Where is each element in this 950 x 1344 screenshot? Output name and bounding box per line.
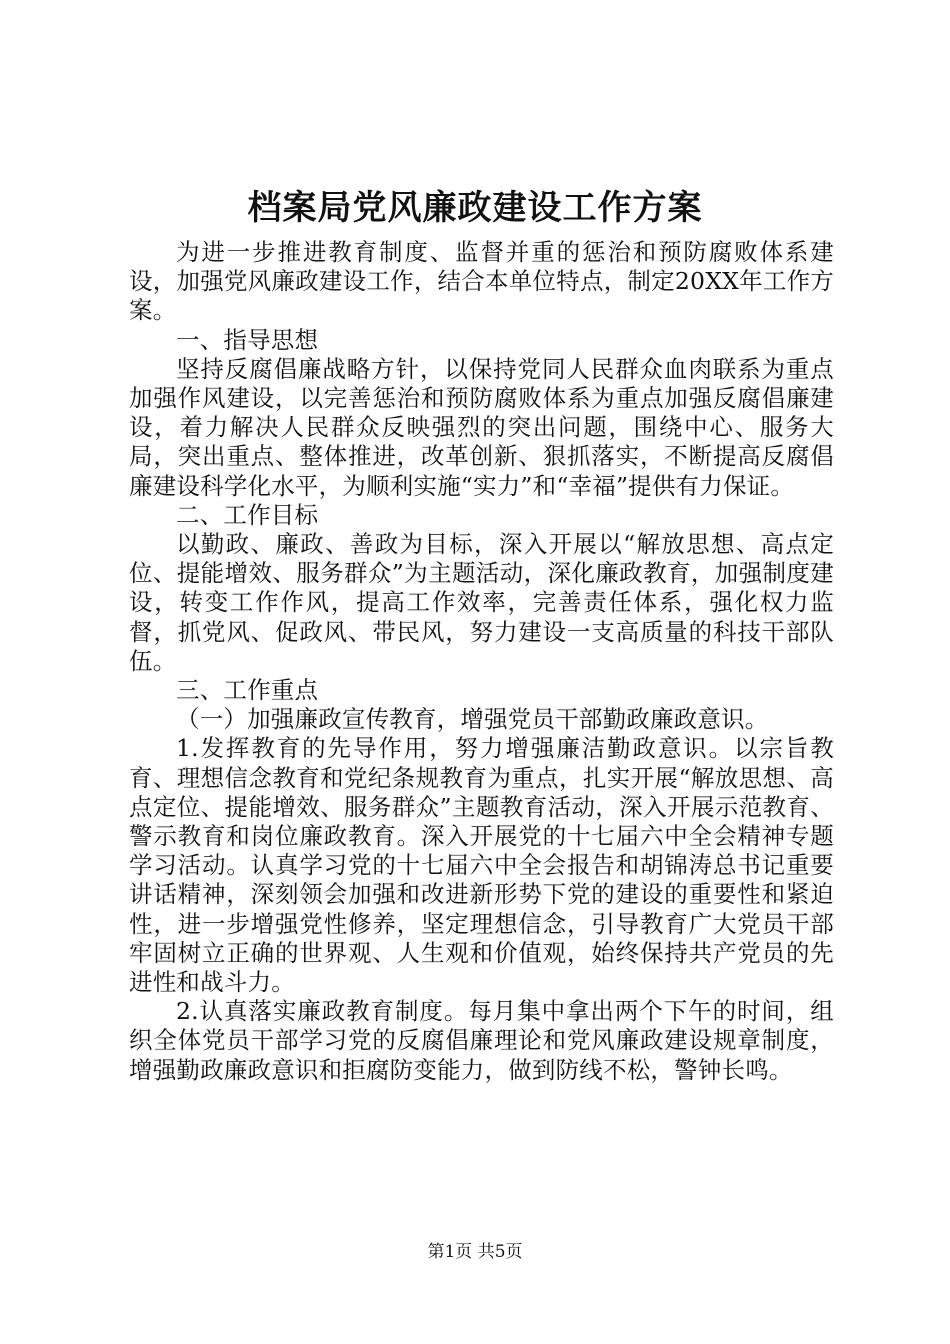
document-body [129,238,834,1085]
section-heading-work-goals: 二、工作目标 [176,500,319,529]
item-1-paragraph: 1.发挥教育的先导作用，努力增强廉洁勤政意识。以宗旨教育、理想信念教育和党纪条规教育为重点，扎实开展“解放思想、高点定位、提能增效、服务群众”主题教育活动，深入开展示范教育、警示教育和岗位廉政教育。深入开展党的十七届六中全会精神专题学习活动。认真学习党的十七届六中全会报告和胡锦涛总书记重要讲话精神，深刻领会加强和改进新形势下党的建设的重要性和紧迫性，进一步增强党性修养，坚定理想信念，引导教育广大党员干部牢固树立正确的世界观、人生观和价值观，始终保持共产党员的先进性和战斗力。 [129,734,834,997]
work-goals-paragraph: 以勤政、廉政、善政为目标，深入开展以“解放思想、高点定位、提能增效、服务群众”为主题活动，深化廉政教育，加强制度建设，转变工作作风，提高工作效率，完善责任体系，强化权力监督，抓党风、促政风、带民风，努力建设一支高质量的科技干部队伍。 [129,530,834,675]
guiding-ideology-paragraph: 坚持反腐倡廉战略方针，以保持党同人民群众血肉联系为重点加强作风建设，以完善惩治和预防腐败体系为重点加强反腐倡廉建设，着力解决人民群众反映强烈的突出问题，围绕中心、服务大局，突出重点、整体推进，改革创新、狠抓落实，不断提高反腐倡廉建设科学化水平，为顺利实施“实力”和“幸福”提供有力保证。 [129,354,834,500]
page-number-footer: 第1页 共5页 [427,1242,523,1262]
item-2-paragraph: 2.认真落实廉政教育制度。每月集中拿出两个下午的时间，组织全体党员干部学习党的反腐倡廉理论和党风廉政建设规章制度，增强勤政廉政意识和拒腐防变能力，做到防线不松，警钟长鸣。 [129,997,834,1084]
intro-paragraph: 为进一步推进教育制度、监督并重的惩治和预防腐败体系建设，加强党风廉政建设工作，结合本单位特点，制定20XX年工作方案。 [129,238,834,325]
section-heading-work-focus: 三、工作重点 [176,676,319,705]
document-title: 档案局党风廉政建设工作方案 [247,188,703,228]
section-heading-guiding-ideology: 一、指导思想 [176,325,319,354]
subsection-heading-1: （一）加强廉政宣传教育，增强党员干部勤政廉政意识。 [176,705,769,734]
